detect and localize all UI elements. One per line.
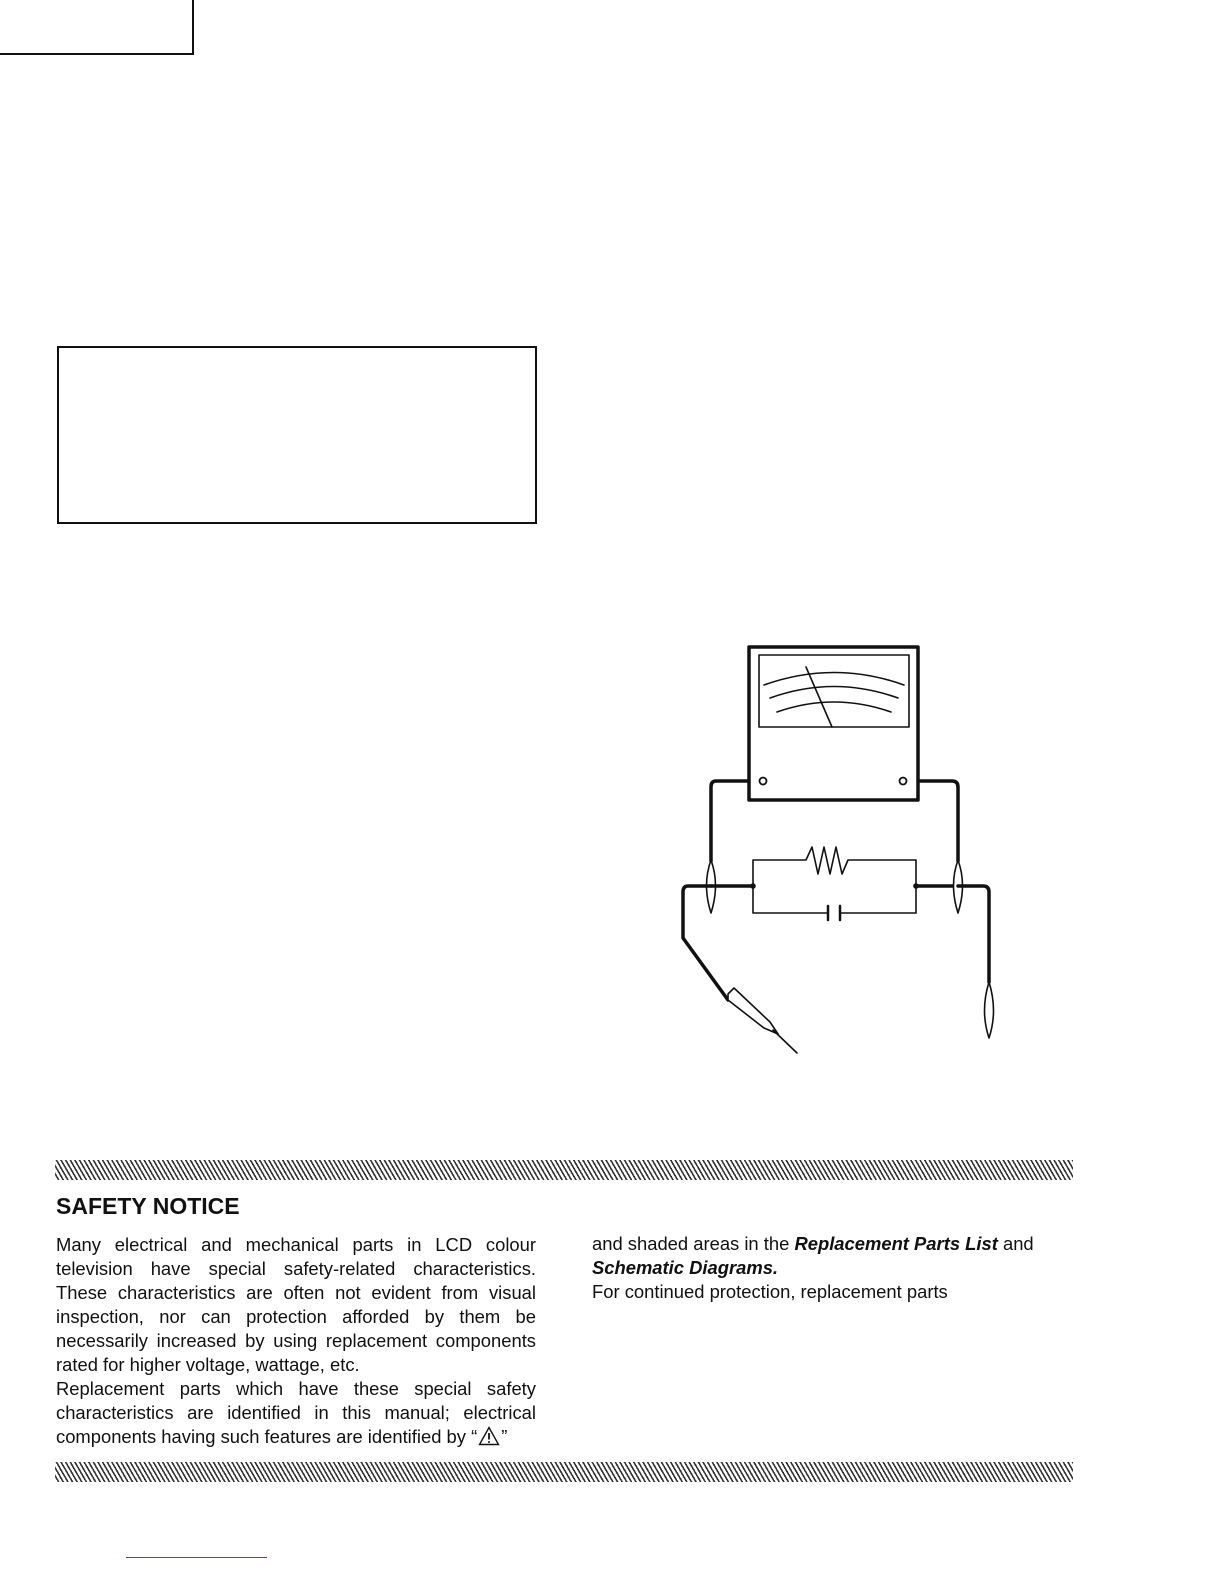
probe-lead <box>683 886 728 1000</box>
safety-notice-right-column <box>592 1232 1082 1304</box>
safety-notice-line: and shaded areas in the Replacement Parts List and <box>592 1233 1034 1254</box>
corner-tab-outline <box>0 0 194 55</box>
replacement-parts-list-ref: Replacement Parts List <box>794 1233 998 1254</box>
resistor <box>753 847 916 886</box>
ground-clip <box>985 982 994 1038</box>
safety-notice-paragraph: Many electrical and mechanical parts in LCD colour television have special safety-related characteristics. These characteristics are often not evident from visual inspection, nor can protection afforded by them be necessarily increased by using replacement components rated for higher voltage, wattage, etc. <box>56 1234 536 1375</box>
meter-scale-arc <box>764 673 904 686</box>
safety-notice-heading: SAFETY NOTICE <box>56 1193 240 1219</box>
leakage-test-meter-diagram <box>660 630 1040 1070</box>
footer-link-underline[interactable] <box>126 1557 267 1558</box>
meter-housing <box>749 647 918 800</box>
test-probe <box>728 988 778 1034</box>
empty-bordered-box <box>57 346 537 524</box>
safety-notice-left-column <box>56 1233 536 1449</box>
meter-scale-arc <box>770 687 898 699</box>
safety-notice-line: For continued protection, replacement parts <box>592 1281 948 1302</box>
capacitor-branch <box>753 886 916 913</box>
meter-terminal <box>760 778 767 785</box>
meter-scale-arc <box>777 702 891 712</box>
safety-notice-paragraph: Replacement parts which have these special safety characteristics are identified in this manual; electrical components having such features are identified by “ ” <box>56 1378 536 1447</box>
meter-lead-left <box>711 781 748 861</box>
schematic-diagrams-ref: Schematic Diagrams. <box>592 1257 779 1278</box>
warning-triangle-icon <box>478 1426 500 1446</box>
hatched-divider-bottom <box>55 1462 1073 1482</box>
meter-needle <box>806 667 832 727</box>
ground-lead <box>958 886 989 982</box>
meter-dial <box>759 655 909 727</box>
meter-terminal <box>900 778 907 785</box>
meter-lead-right <box>919 781 958 861</box>
hatched-divider-top <box>55 1160 1073 1180</box>
probe-tip <box>773 1030 797 1053</box>
